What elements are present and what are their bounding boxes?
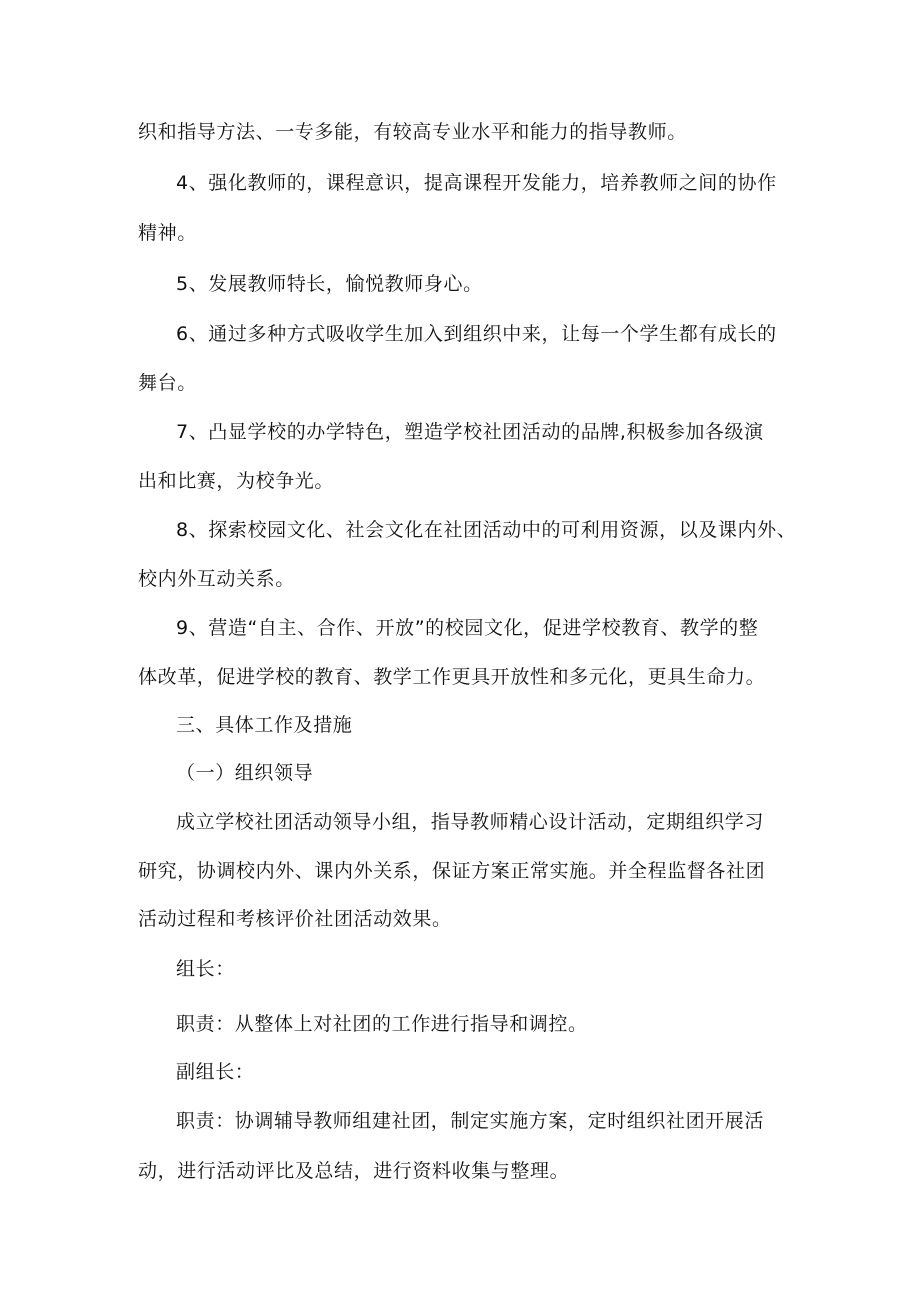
paragraph-line: 4、强化教师的，课程意识，提高课程开发能力，培养教师之间的协作 <box>176 172 777 194</box>
paragraph-line: 舞台。 <box>138 372 197 394</box>
paragraph-line: 9、营造“自主、合作、开放”的校园文化，促进学校教育、教学的整 <box>176 617 759 639</box>
paragraph-line: 成立学校社团活动领导小组，指导教师精心设计活动，定期组织学习 <box>176 811 765 833</box>
paragraph-line: 校内外互动关系。 <box>138 568 295 590</box>
paragraph-line: 5、发展教师特长，愉悦教师身心。 <box>176 273 483 295</box>
role-label: 副组长： <box>176 1061 255 1083</box>
role-label: 组长： <box>176 958 235 980</box>
duty-line: 职责：协调辅导教师组建社团，制定实施方案，定时组织社团开展活 <box>176 1110 765 1132</box>
duty-line: 职责：从整体上对社团的工作进行指导和调控。 <box>176 1013 588 1035</box>
paragraph-line: 体改革，促进学校的教育、教学工作更具开放性和多元化，更具生命力。 <box>138 666 766 688</box>
section-heading: 三、具体工作及措施 <box>176 714 353 736</box>
paragraph-line: 7、凸显学校的办学特色，塑造学校社团活动的品牌,积极参加各级演 <box>176 421 764 443</box>
paragraph-line: 8、探索校园文化、社会文化在社团活动中的可利用资源，以及课内外、 <box>176 519 797 541</box>
subsection-heading: （一）组织领导 <box>176 762 314 784</box>
paragraph-line: 精神。 <box>138 222 197 244</box>
paragraph-line: 出和比赛，为校争光。 <box>138 470 335 492</box>
paragraph-line: 6、通过多种方式吸收学生加入到组织中来，让每一个学生都有成长的 <box>176 323 777 345</box>
paragraph-line: 研究，协调校内外、课内外关系，保证方案正常实施。并全程监督各社团 <box>138 860 766 882</box>
duty-line: 动，进行活动评比及总结，进行资料收集与整理。 <box>138 1160 570 1182</box>
paragraph-line: 活动过程和考核评价社团活动效果。 <box>138 908 452 930</box>
paragraph-line: 织和指导方法、一专多能，有较高专业水平和能力的指导教师。 <box>138 121 687 143</box>
